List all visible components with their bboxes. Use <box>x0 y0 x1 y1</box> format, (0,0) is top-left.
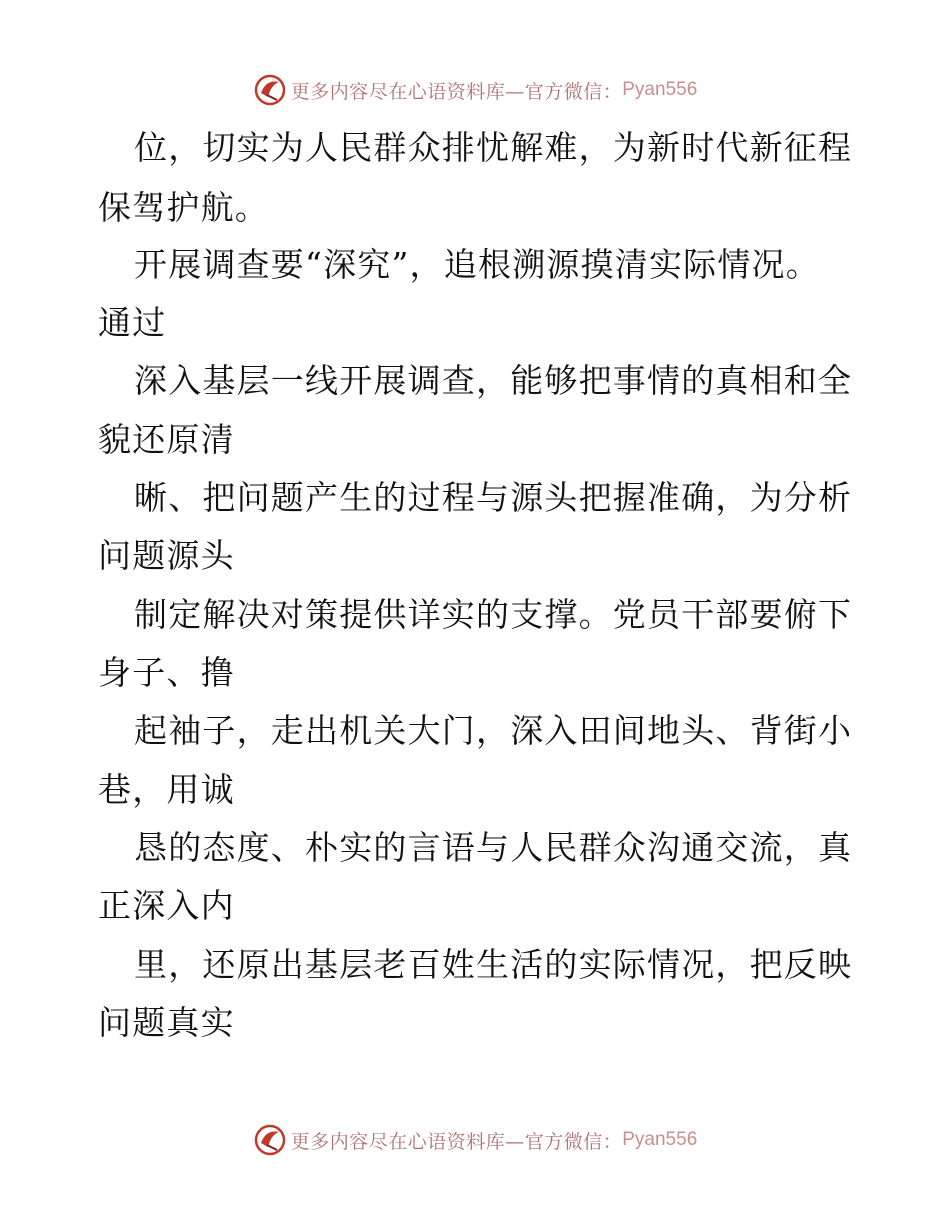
text-line: 恳的态度、朴实的言语与人民群众沟通交流，真 <box>134 828 853 867</box>
footer-wechat-id: Pyan556 <box>622 1129 698 1150</box>
text-line: 貌还原清 <box>98 420 235 459</box>
text-line: 通过 <box>98 303 167 342</box>
text-line: 深入基层一线开展调查，能够把事情的真相和全 <box>134 361 853 400</box>
brand-logo-icon <box>253 1123 287 1157</box>
header-banner-text: 更多内容尽在心语资料库—官方微信： <box>290 80 623 103</box>
text-line: 问题源头 <box>98 536 235 575</box>
text-line: 里，还原出基层老百姓生活的实际情况，把反映 <box>134 945 853 984</box>
text-line: 起袖子，走出机关大门，深入田间地头、背街小 <box>134 711 853 750</box>
text-line: 正深入内 <box>98 886 235 925</box>
text-line: 制定解决对策提供详实的支撑。党员干部要俯下 <box>134 595 853 634</box>
header-wechat-id: Pyan556 <box>622 79 698 100</box>
footer-banner-text: 更多内容尽在心语资料库—官方微信： <box>290 1130 623 1153</box>
footer-banner <box>0 1120 950 1160</box>
text-line: 保驾护航。 <box>98 188 269 227</box>
text-line: 身子、撸 <box>98 653 235 692</box>
text-line: 位，切实为人民群众排忧解难，为新时代新征程 <box>134 128 853 167</box>
text-line: 问题真实 <box>98 1003 235 1042</box>
text-line: 巷，用诚 <box>98 770 235 809</box>
header-banner <box>0 70 950 110</box>
text-line: 开展调查要“深究”，追根溯源摸清实际情况。 <box>134 245 820 284</box>
text-line: 晰、把问题产生的过程与源头把握准确，为分析 <box>134 478 853 517</box>
brand-logo-icon <box>253 73 287 107</box>
